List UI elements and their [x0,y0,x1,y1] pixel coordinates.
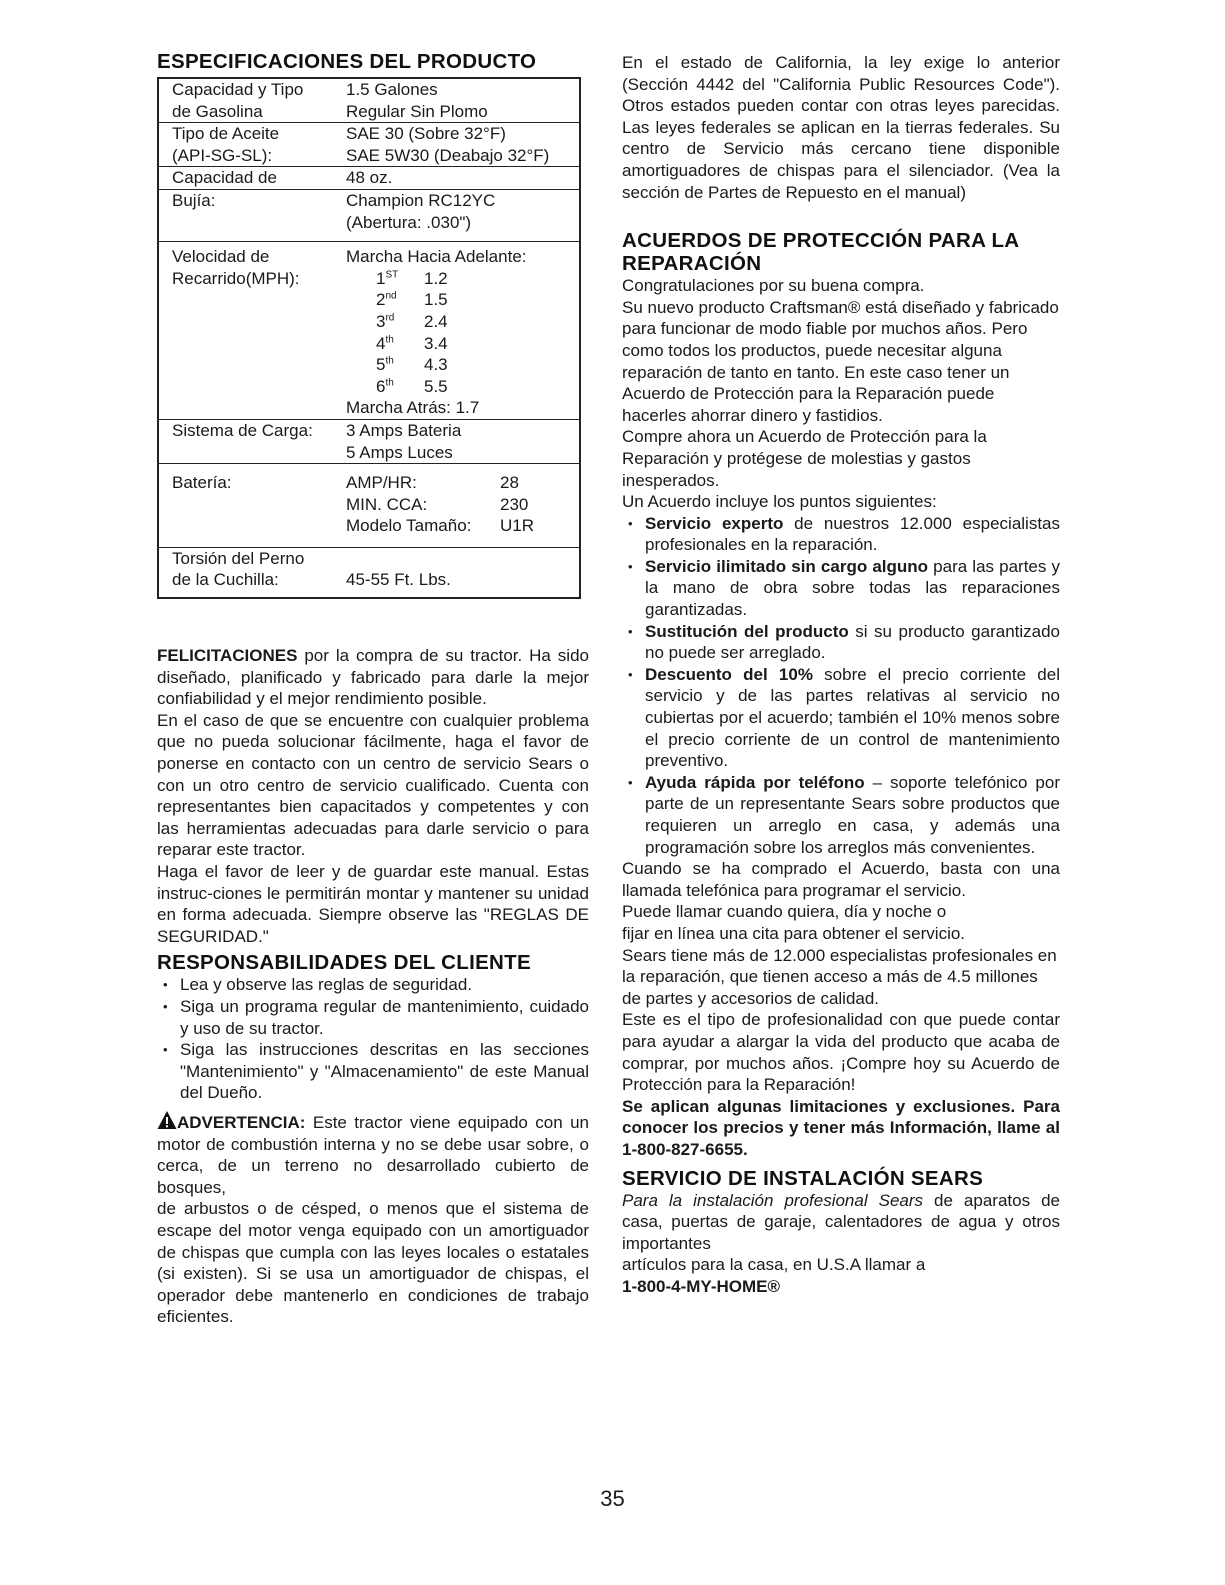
gear-number: 1 [376,268,386,288]
gear-suffix: ST [385,269,399,281]
left-column [157,50,589,1328]
responsibilities-list [157,974,589,1104]
spec-value: 48 oz. [338,167,580,190]
spec-value: 3 Amps Bateria 5 Amps Luces [338,419,580,463]
gear-row [346,311,571,333]
list-item-text: sobre el precio corriente del servicio y de las partes relativas al servicio no cubiertas por el acuerdo; también el 10% menos sobre el precio corriente de un control de mantenimiento preventivo. [645,664,1060,771]
gear-number: 5 [376,355,386,375]
battery-item [346,494,571,516]
gear-row [346,333,571,355]
spec-value: SAE 30 (Sobre 32°F) SAE 5W30 (Deabajo 32°F) [338,123,580,167]
gear-ordinal [376,333,424,355]
battery-key: Modelo Tamaño: [346,516,472,536]
gear-suffix: th [385,377,394,389]
protection-title: ACUERDOS DE PROTECCIÓN PARA LA REPARACIÓN [622,229,1019,276]
spec-label: Capacidad de [158,167,338,190]
gear-number: 4 [376,333,386,353]
gear-suffix: th [385,355,394,367]
right-column [622,50,1060,1297]
list-item [622,513,1060,556]
limitations-note: Se aplican algunas limitaciones y exclusiones. Para conocer los precios y tener más Información, llame al 1-800-827-6655. [622,1096,1060,1159]
congrats-lead: FELICITACIONES [157,646,298,666]
list-item-lead: Servicio ilimitado sin cargo alguno [645,556,929,576]
spec-row [158,78,580,123]
gear-ordinal [376,289,424,311]
protection-paragraph: Cuando se ha comprado el Acuerdo, basta con una llamada telefónica para programar el servicio. [622,859,1060,900]
list-item-lead: Descuento del 10% [645,664,813,684]
gear-number: 2 [376,290,386,310]
gear-ordinal [376,311,424,333]
protection-paragraph: Su nuevo producto Craftsman® está diseñado y fabricado para funcionar de modo fiable por muchos años. Pero como todos los productos, puede necesitar alguna reparación de tanto en tanto. En este caso tener un Acuerdo de Protección para la Reparación puede hacerles ahorrar dinero y fastidios. [622,297,1059,425]
protection-paragraph: Compre ahora un Acuerdo de Protección para la Reparación y protégese de molestias y gastos inesperados. [622,427,987,490]
manual-paragraph: Haga el favor de leer y de guardar este manual. Estas instruc-ciones le permitirán montar y mantener su unidad en forma adecuada. Siempre observe las "REGLAS DE SEGURIDAD." [157,862,589,946]
spec-value: Champion RC12YC (Abertura: .030") [338,189,580,241]
congrats-text: por la compra de su tractor. Ha sido diseñado, planificado y fabricado para darle la mejor confiabilidad y el mejor rendimiento posible. [157,646,589,709]
battery-item [346,515,571,537]
gear-row [346,354,571,376]
battery-value: 28 [500,473,519,493]
installation-title: SERVICIO DE INSTALACIÓN SEARS [622,1166,984,1190]
spec-row [158,189,580,241]
list-item [622,664,1060,772]
spec-label: Velocidad de Recarrido(MPH): [158,242,338,420]
spec-label: Batería: [158,464,338,548]
spec-value: 45-55 Ft. Lbs. [346,570,451,590]
spec-label: Torsión del Perno de la Cuchilla: [172,548,305,590]
spec-table [157,77,581,599]
gear-speed: 1.5 [424,290,448,310]
list-item: • Lea y observe las reglas de seguridad. [157,974,589,996]
california-paragraph: En el estado de California, la ley exige lo anterior (Sección 4442 del "California Public Resources Code"). Otros estados pueden contar con otras leyes parecidas. Las leyes federales se aplican en la tierras federales. Su centro de Servicio más cercano tiene disponible amortiguadores de chispas para el silenciador. (Vea la sección de Partes de Repuesto en el manual) [622,53,1060,202]
protection-list [622,513,1060,859]
protection-paragraph: fijar en línea una cita para obtener el servicio. [622,923,966,943]
warning-text: Este tractor viene equipado con un motor de combustión interna y no se debe usar sobre, o cerca, de un terreno no desarrollado cubierto de bosques, [157,1112,589,1197]
warning-paragraph [157,1110,589,1198]
list-item [622,556,1060,621]
spec-row [158,167,580,190]
list-item: • Siga las instrucciones descritas en las secciones "Mantenimiento" y "Almacenamiento" de este Manual del Dueño. [157,1039,589,1104]
warning-icon [157,1110,177,1130]
gear-ordinal [376,268,424,290]
page-number: 35 [600,1486,625,1511]
battery-values [338,464,580,548]
congrats-paragraph [157,645,589,710]
spec-row-speed [158,242,580,420]
list-item [622,621,1060,664]
gear-number: 6 [376,376,386,396]
spec-label: Capacidad y Tipo de Gasolina [158,78,338,123]
battery-value: U1R [500,516,535,536]
gear-speed: 1.2 [424,268,448,288]
gear-row [346,376,571,398]
warning-label: ADVERTENCIA: [177,1112,306,1132]
gear-row [346,268,571,290]
list-item-text: de nuestros 12.000 especialistas profesionales en la reparación. [645,513,1060,555]
spec-title: ESPECIFICACIONES DEL PRODUCTO [157,50,537,73]
speed-heading: Marcha Hacia Adelante: [346,247,527,267]
warning-paragraph-2: de arbustos o de césped, o menos que el sistema de escape del motor venga equipado con un amortiguador de chispas que cumpla con las leyes locales o estatales (si existen). Si se usa un amortiguador de chispas, el operador debe mantenerlo en condiciones de trabajo eficientes. [157,1199,589,1327]
responsibilities-title: RESPONSABILIDADES DEL CLIENTE [157,951,531,975]
gear-row [346,289,571,311]
protection-paragraph: Puede llamar cuando quiera, día y noche o [622,902,947,922]
battery-key: MIN. CCA: [346,494,428,514]
gear-speed: 4.3 [424,355,448,375]
gear-suffix: nd [385,290,397,302]
speed-values [338,242,580,420]
spec-value: 1.5 Galones Regular Sin Plomo [338,78,580,123]
list-item-text: – soporte telefónico por parte de un representante Sears sobre productos que requieren un arreglo en casa, y además una programación sobre los arreglos más convenientes. [645,772,1060,857]
installation-phone: 1-800-4-MY-HOME® [622,1276,781,1296]
protection-paragraph: Un Acuerdo incluye los puntos siguientes: [622,492,937,512]
protection-intro: Congratulaciones por su buena compra. [622,276,925,296]
gear-speed: 3.4 [424,333,448,353]
protection-paragraph: Sears tiene más de 12.000 especialistas profesionales en la reparación, que tienen acceso a más de 4.5 millones de partes y accesorios de calidad. [622,945,1057,1008]
installation-text: de aparatos de casa, puertas de garaje, calentadores de agua y otros importantes [622,1190,1060,1253]
protection-paragraph: Este es el tipo de profesionalidad con que puede contar para ayudar a alargar la vida del producto que acaba de comprar, por muchos años. ¡Compre hoy su Acuerdo de Protección para la Reparación! [622,1010,1060,1095]
spec-row [158,123,580,167]
gear-suffix: rd [385,312,395,324]
battery-item [346,472,571,494]
list-item [622,772,1060,858]
service-paragraph: En el caso de que se encuentre con cualquier problema que no pueda solucionar fácilmente, haga el favor de ponerse en contacto con un centro de servicio Sears o con un otro centro de servicio cualificado. Cuenta con representantes bien capacitados y competentes y con las herramientas adecuadas para darle servicio o para reparar este tractor. [157,710,589,860]
gear-speed: 5.5 [424,376,448,396]
list-item: • Siga un programa regular de mantenimiento, cuidado y uso de su tractor. [157,996,589,1039]
gear-number: 3 [376,311,386,331]
spec-label: Bujía: [158,189,338,241]
spec-label: Sistema de Carga: [158,419,338,463]
spec-row-charging [158,419,580,463]
list-item-lead: Sustitución del producto [645,621,849,641]
list-item-text: para las partes y la mano de obra sobre todas las reparaciones garantizadas. [645,556,1060,620]
reverse-speed: Marcha Atrás: 1.7 [346,398,480,418]
list-item-lead: Servicio experto [645,513,784,533]
installation-lead: Para la instalación profesional Sears [622,1190,924,1210]
spec-label: Tipo de Aceite (API-SG-SL): [158,123,338,167]
battery-value: 230 [500,494,529,514]
gear-ordinal [376,376,424,398]
spec-row-battery [158,464,580,548]
gear-speed: 2.4 [424,311,448,331]
list-item-text: si su producto garantizado no puede ser arreglado. [645,621,1061,663]
battery-key: AMP/HR: [346,473,417,493]
installation-paragraph [622,1190,1060,1255]
installation-paragraph-2: artículos para la casa, en U.S.A llamar a [622,1255,926,1275]
gear-suffix: th [385,333,394,345]
gear-ordinal [376,354,424,376]
spec-row-torque [158,547,580,598]
list-item-lead: Ayuda rápida por teléfono [645,772,865,792]
